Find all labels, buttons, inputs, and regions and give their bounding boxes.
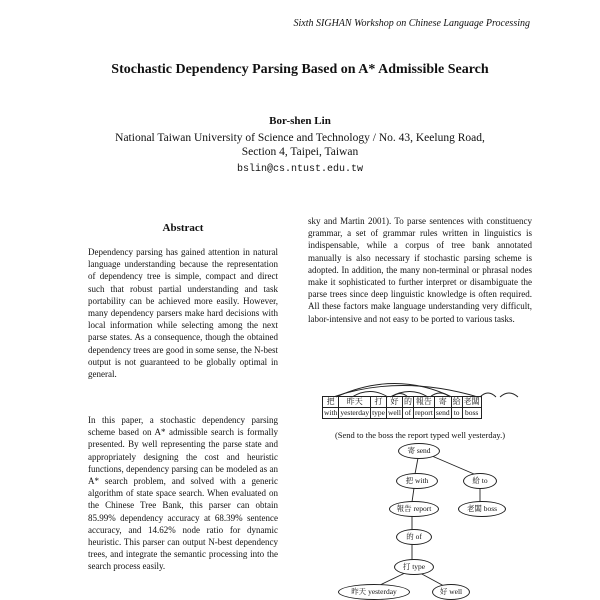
tree-node-boss — [458, 501, 506, 517]
node-zh: 寄 — [407, 446, 415, 455]
tree-node-of — [396, 529, 432, 545]
node-zh: 昨天 — [351, 587, 367, 596]
node-zh: 打 — [402, 562, 411, 571]
intro-paragraph: sky and Martin 2001). To parse sentences with constituency grammar, a set of grammar rules written in linguistics is indispensable, while a corpus of tree bank annotated manually is also necessary if stochastic parsing scheme is adopted. In addition, the many non-terminal or phrasal nodes make it sophisticated to further interpret or disambiguate the parse trees since deep linguistic knowledge is often required. All these factors make language understanding very difficult, labor-intensive and not easy to be ported to various tasks. — [308, 216, 532, 324]
word-table — [322, 396, 482, 419]
word-table-en-row — [323, 408, 482, 419]
word-zh: 老闆 — [463, 397, 480, 406]
word-zh: 好 — [387, 397, 403, 408]
arc-send-to — [480, 393, 496, 397]
tree-node-with — [396, 473, 438, 489]
word-en: send — [435, 408, 450, 417]
node-zh: 給 — [472, 476, 480, 485]
node-en: type — [412, 562, 426, 571]
author-email[interactable]: bslin@cs.ntust.edu.tw — [236, 164, 364, 175]
node-en: report — [413, 504, 432, 513]
word-zh: 給 — [452, 397, 461, 406]
node-en: well — [449, 587, 463, 596]
word-en: yesterday — [340, 408, 370, 417]
paper-title: Stochastic Dependency Parsing Based on A* Admissible Search — [111, 62, 489, 77]
tree-node-to — [463, 473, 497, 489]
tree-node-yesterday — [338, 584, 410, 600]
word-en: type — [372, 408, 386, 417]
node-en: of — [415, 532, 422, 541]
running-header: Sixth SIGHAN Workshop on Chinese Language Processing — [293, 18, 530, 29]
author-affiliation: National Taiwan University of Science and Technology / No. 43, Keelung Road, Section 4, Taipei, Taiwan — [115, 132, 485, 158]
tree-node-report — [389, 501, 439, 517]
node-en: send — [416, 446, 431, 455]
abstract-paragraph-1: Dependency parsing has gained attention in natural language understanding because the representation of dependency tree is simple, compact and direct such that robust partial understanding and task portability can be achieved more easily. However, many dependency parsers make hard decisions with local information while selecting among the next parse states. As a consequence, though the obtained dependency trees are good in some sense, the N-best output is not guaranteed to be globally optimal in general. — [88, 247, 278, 380]
node-en: boss — [483, 504, 498, 513]
word-zh: 報告 — [413, 397, 434, 408]
node-zh: 老闆 — [466, 504, 482, 513]
tree-node-type — [394, 559, 434, 575]
abstract-paragraph-2: In this paper, a stochastic dependency parsing scheme based on A* admissible search is formally presented. By well representing the parse state and appropriately designing the cost and heuristic functions, dependency parsing can be modeled as an A* search problem, and solved with a generic algorithm of state space search. When evaluated on the Chinese Tree Bank, this parser can obtain 85.99% dependency accuracy at 68.39% sentence accuracy, and 14.62% node ratio for dynamic heuristic. This parser can output N-best dependency trees, and integrate the semantic processing into the search process easily. — [88, 415, 278, 572]
word-en: well — [388, 408, 401, 417]
node-en: yesterday — [368, 587, 397, 596]
author-name: Bor-shen Lin — [269, 115, 331, 127]
node-zh: 報告 — [396, 504, 412, 513]
tree-node-send — [398, 443, 440, 459]
node-zh: 把 — [405, 476, 414, 485]
word-zh: 昨天 — [339, 397, 371, 408]
tree-node-well — [432, 584, 470, 600]
edge-send-with — [415, 458, 418, 474]
word-en: of — [402, 408, 413, 419]
node-en: to — [481, 476, 488, 485]
node-zh: 的 — [406, 532, 414, 541]
word-zh: 把 — [323, 397, 339, 408]
node-zh: 好 — [439, 587, 448, 596]
node-en: with — [415, 476, 429, 485]
edge-with-report — [412, 488, 414, 502]
word-table-zh-row — [323, 397, 482, 408]
word-zh: 打 — [371, 397, 387, 408]
word-zh: 的 — [403, 397, 412, 406]
arc-to-boss — [500, 393, 518, 397]
figure-caption: (Send to the boss the report typed well yesterday.) — [334, 430, 506, 440]
word-en: boss — [462, 408, 481, 419]
edge-type-well — [420, 573, 444, 586]
word-en: with — [324, 408, 338, 417]
abstract-heading: Abstract — [162, 222, 204, 234]
word-en: to — [451, 408, 462, 419]
word-en: report — [414, 408, 433, 417]
word-zh: 寄 — [434, 397, 451, 408]
edge-send-to — [432, 456, 474, 474]
